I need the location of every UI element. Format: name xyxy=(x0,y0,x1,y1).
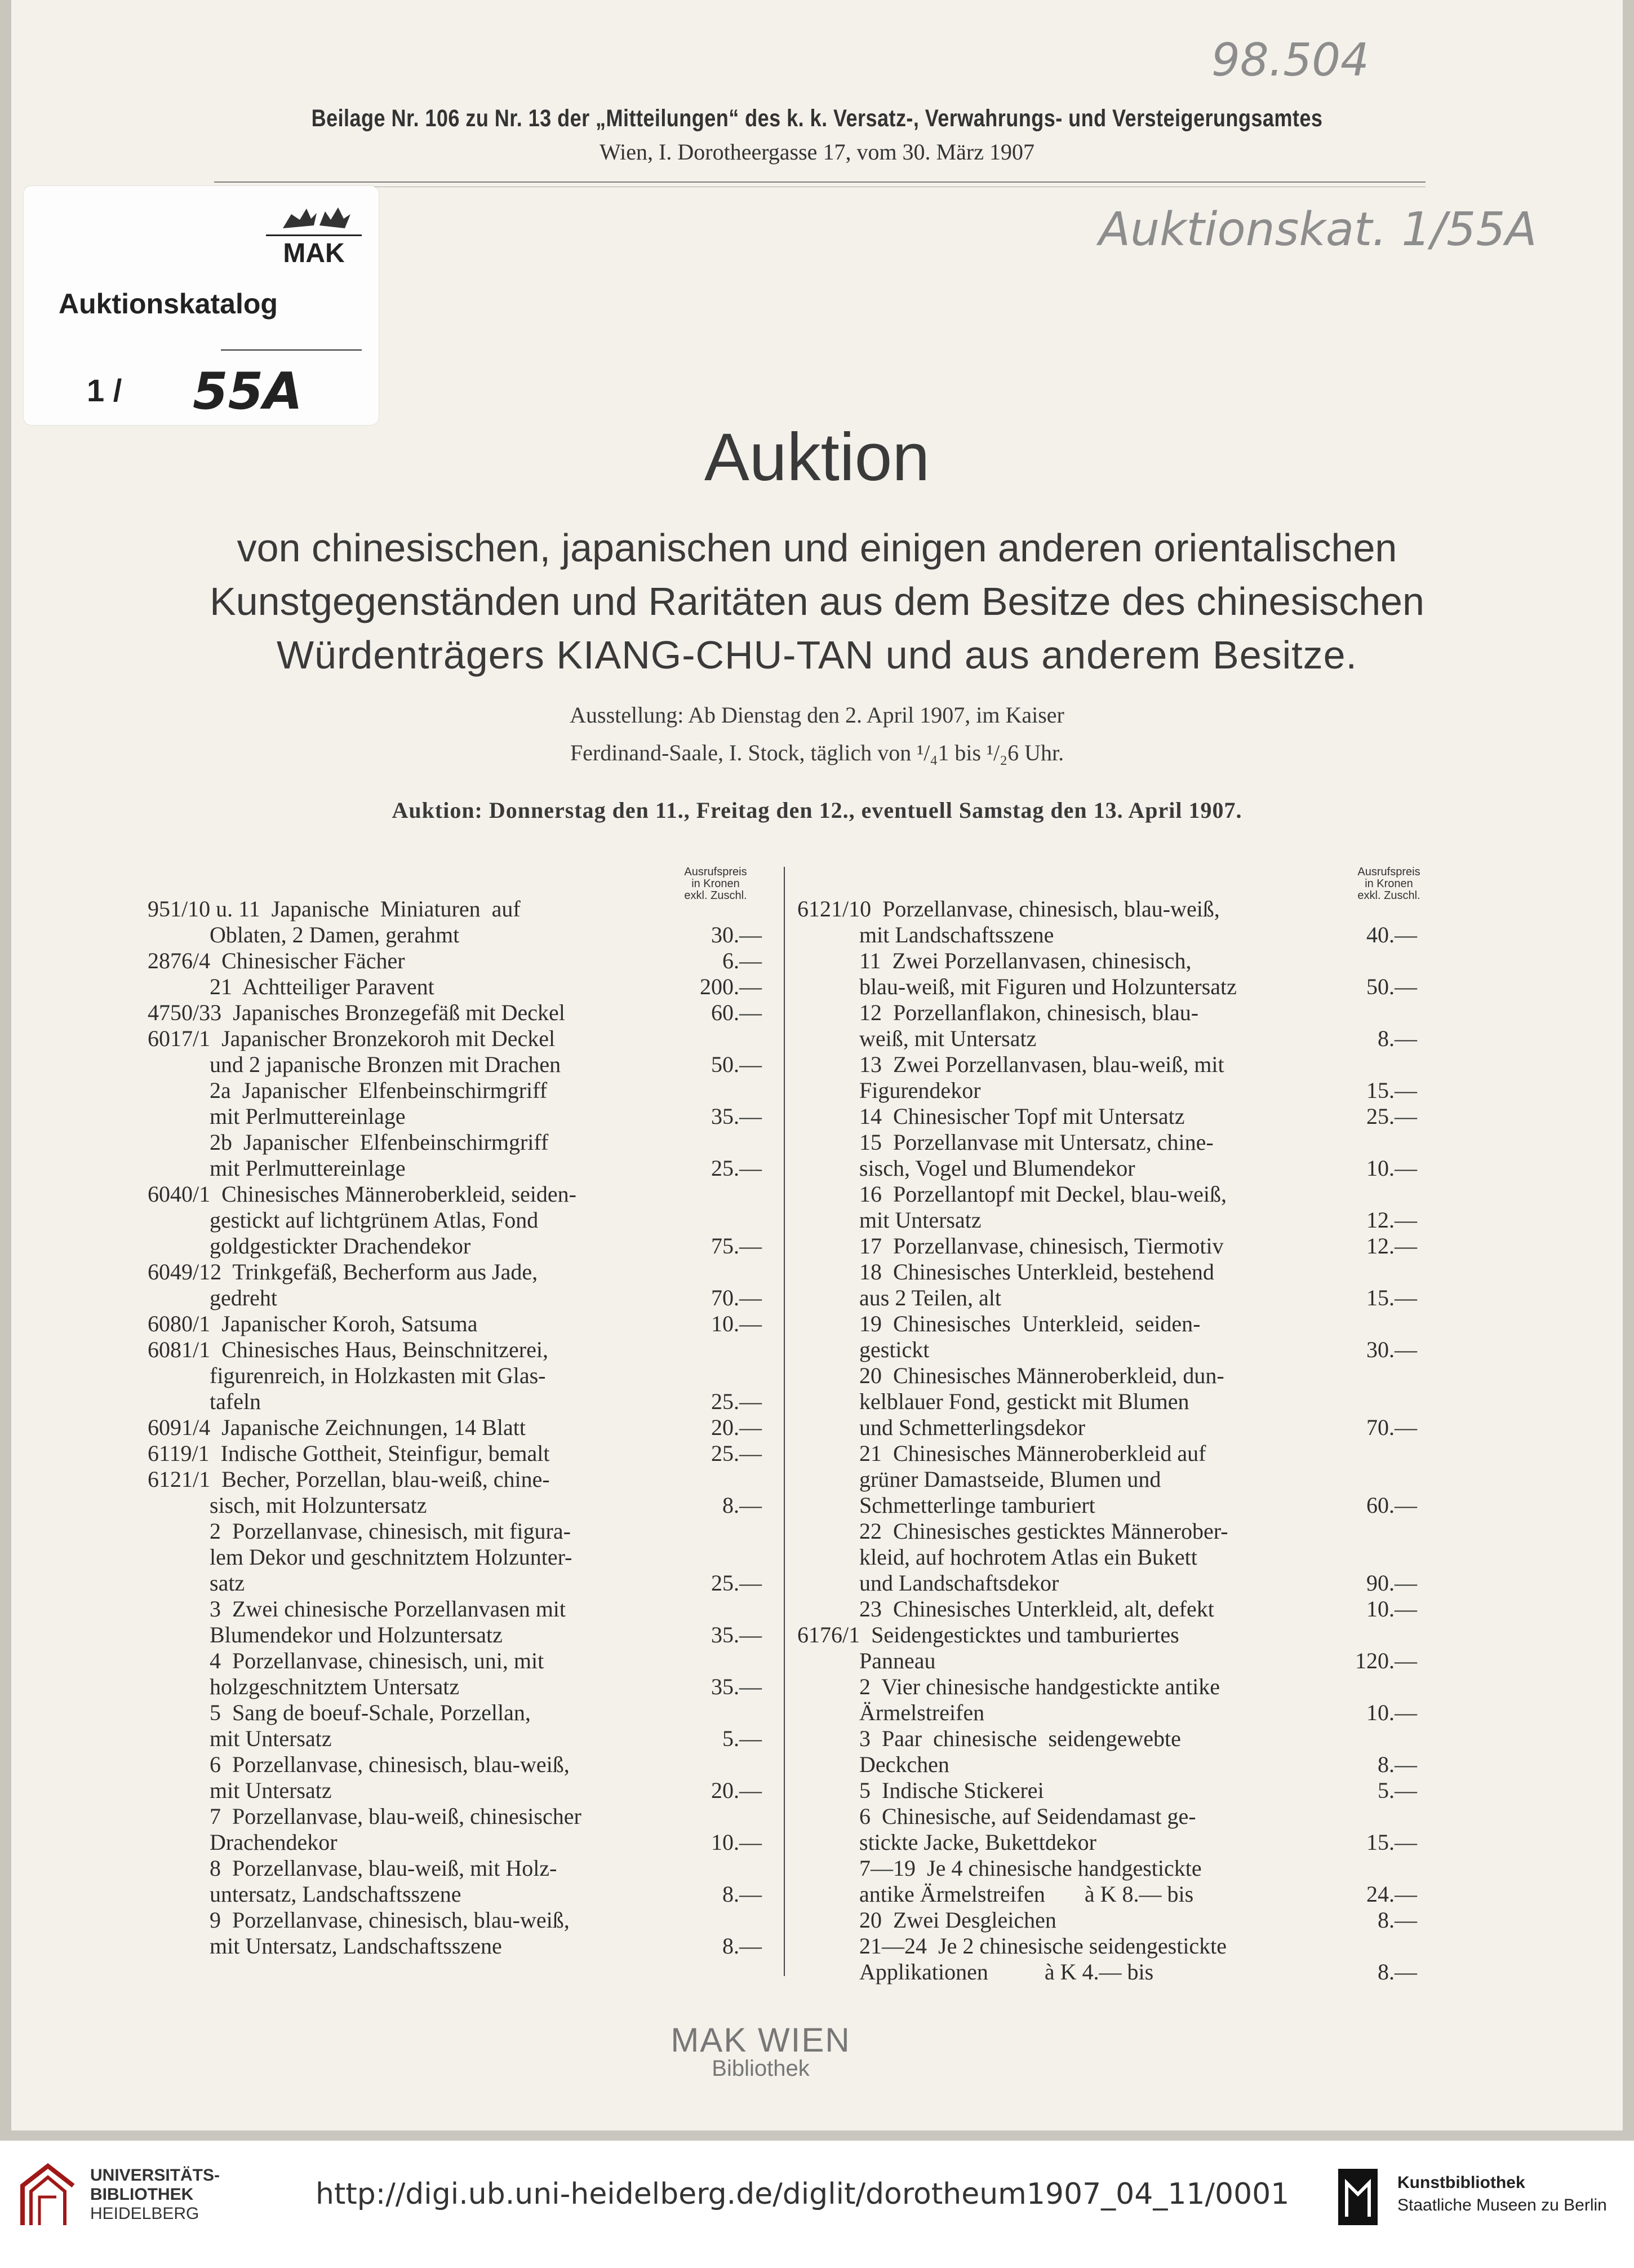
catalog-line xyxy=(797,1674,1417,1700)
page-title: Auktion xyxy=(704,419,930,495)
catalog-line xyxy=(148,1000,762,1026)
catalog-line xyxy=(797,1830,1417,1855)
catalog-line-price: 24.— xyxy=(1366,1881,1417,1907)
catalog-line xyxy=(797,1778,1417,1804)
price-header-line: in Kronen xyxy=(1365,878,1413,890)
catalog-line xyxy=(148,1311,762,1337)
catalog-line-text: 6121/10 Porzellanvase, chinesisch, blau-weiß, xyxy=(797,896,1220,922)
catalog-line xyxy=(797,1181,1417,1207)
catalog-line-text: 5 Indische Stickerei xyxy=(859,1778,1044,1803)
catalog-line-text: aus 2 Teilen, alt xyxy=(859,1285,1001,1310)
logo-text-line: Kunstbibliothek xyxy=(1397,2173,1525,2192)
catalog-line-text: untersatz, Landschaftsszene xyxy=(210,1881,461,1907)
catalog-line-text: holzgeschnitztem Untersatz xyxy=(210,1674,460,1699)
catalog-line-price: 8.— xyxy=(1378,1907,1417,1933)
price-header-line: exkl. Zuschl. xyxy=(1357,889,1420,902)
catalog-line-price: 120.— xyxy=(1355,1648,1417,1673)
catalog-line xyxy=(148,1881,762,1907)
catalog-line xyxy=(148,1596,762,1622)
catalog-line-text: 22 Chinesisches gesticktes Männerober- xyxy=(859,1518,1228,1544)
catalog-line-price: 70.— xyxy=(711,1285,762,1310)
catalog-line xyxy=(797,1000,1417,1026)
catalog-line-price: 60.— xyxy=(1366,1492,1417,1518)
catalog-line-price: 10.— xyxy=(1366,1155,1417,1181)
logo-rule xyxy=(266,234,362,236)
catalog-line xyxy=(797,1570,1417,1596)
catalog-line-price: 90.— xyxy=(1366,1570,1417,1596)
catalog-line xyxy=(797,1363,1417,1389)
catalog-line-text: 6176/1 Seidengesticktes und tamburiertes xyxy=(797,1622,1179,1647)
exhibition-line-1: Ausstellung: Ab Dienstag den 2. April 1907, im Kaiser xyxy=(570,702,1064,728)
catalog-line-text: 6017/1 Japanischer Bronzekoroh mit Deckel xyxy=(148,1026,556,1051)
catalog-line xyxy=(148,1518,762,1544)
kunstbibliothek-name xyxy=(1397,2172,1607,2217)
catalog-line xyxy=(797,1959,1417,1985)
catalog-line xyxy=(797,1804,1417,1830)
catalog-line-text: 6091/4 Japanische Zeichnungen, 14 Blatt xyxy=(148,1415,526,1440)
library-stamp-line-2: Bibliothek xyxy=(712,2056,810,2081)
catalog-line-price: 8.— xyxy=(1378,1959,1417,1985)
source-url-link[interactable]: http://digi.ub.uni-heidelberg.de/diglit/dorotheum1907_04_11/0001 xyxy=(316,2177,1290,2211)
catalog-line-text: 951/10 u. 11 Japanische Miniaturen auf xyxy=(148,896,521,922)
catalog-line-text: Schmetterlinge tamburiert xyxy=(859,1492,1095,1518)
catalog-line-text: 11 Zwei Porzellanvasen, chinesisch, xyxy=(859,948,1192,973)
catalog-line-text: 21—24 Je 2 chinesische seidengestickte xyxy=(859,1933,1227,1959)
catalog-line xyxy=(797,1129,1417,1155)
catalog-line-text: 7—19 Je 4 chinesische handgestickte xyxy=(859,1855,1202,1881)
catalog-line-text: 6119/1 Indische Gottheit, Steinfigur, bemalt xyxy=(148,1441,550,1466)
catalog-line-text: 6040/1 Chinesisches Männeroberkleid, seiden- xyxy=(148,1181,576,1207)
catalog-line-price: 8.— xyxy=(722,1881,762,1907)
catalog-line xyxy=(148,1855,762,1881)
catalog-line xyxy=(797,1311,1417,1337)
catalog-line xyxy=(148,1778,762,1804)
library-stamp-line-1: MAK WIEN xyxy=(671,2021,851,2059)
catalog-line-text: 6049/12 Trinkgefäß, Becherform aus Jade, xyxy=(148,1259,538,1284)
catalog-line-text: satz xyxy=(210,1570,245,1596)
catalog-line-text: stickte Jacke, Bukettdekor xyxy=(859,1830,1096,1855)
catalog-line xyxy=(148,922,762,948)
catalog-line-price: 15.— xyxy=(1366,1078,1417,1103)
logo-text-line: HEIDELBERG xyxy=(90,2204,199,2223)
catalog-line-text: 13 Zwei Porzellanvasen, blau-weiß, mit xyxy=(859,1052,1224,1077)
mak-catalog-stamp xyxy=(24,186,379,425)
catalog-line-text: Figurendekor xyxy=(859,1078,981,1103)
catalog-line-price: 60.— xyxy=(711,1000,762,1025)
catalog-line-text: kelblauer Fond, gestickt mit Blumen xyxy=(859,1389,1189,1414)
subtitle-line: Kunstgegenständen und Raritäten aus dem Besitze des chinesischen xyxy=(210,579,1424,623)
catalog-line-price: 35.— xyxy=(711,1104,762,1129)
catalog-line xyxy=(148,1622,762,1648)
catalog-line-price: 30.— xyxy=(711,922,762,947)
catalog-line xyxy=(797,1155,1417,1181)
catalog-line xyxy=(148,1026,762,1052)
catalog-line-price: 25.— xyxy=(711,1155,762,1181)
catalog-line xyxy=(797,1700,1417,1726)
catalog-line-price: 20.— xyxy=(711,1415,762,1440)
catalog-line-text: sisch, mit Holzuntersatz xyxy=(210,1492,427,1518)
catalog-line-text: 5 Sang de boeuf-Schale, Porzellan, xyxy=(210,1700,531,1725)
stamp-label: Auktionskatalog xyxy=(59,288,278,320)
catalog-line-text: 14 Chinesischer Topf mit Untersatz xyxy=(859,1104,1185,1129)
catalog-line-text: 20 Zwei Desgleichen xyxy=(859,1907,1056,1933)
right-column-list xyxy=(797,896,1417,1985)
catalog-line-text: mit Untersatz, Landschaftsszene xyxy=(210,1933,502,1959)
catalog-line xyxy=(148,1830,762,1855)
catalog-line xyxy=(797,1207,1417,1233)
catalog-line-text: kleid, auf hochrotem Atlas ein Bukett xyxy=(859,1544,1197,1570)
catalog-line-text: 20 Chinesisches Männeroberkleid, dun- xyxy=(859,1363,1224,1388)
catalog-line-text: 6081/1 Chinesisches Haus, Beinschnitzerei, xyxy=(148,1337,548,1362)
catalog-line-price: 50.— xyxy=(711,1052,762,1077)
catalog-line xyxy=(797,1078,1417,1104)
price-header-line: Ausrufspreis xyxy=(1357,866,1420,878)
catalog-line xyxy=(797,1881,1417,1907)
catalog-line-price: 12.— xyxy=(1366,1207,1417,1233)
catalog-line-text: Applikationen à K 4.— bis xyxy=(859,1959,1154,1985)
university-library-logo-icon xyxy=(17,2163,79,2231)
catalog-line-text: mit Untersatz xyxy=(210,1726,332,1751)
catalog-line xyxy=(797,1544,1417,1570)
stamp-number-handwritten: 55A xyxy=(193,362,303,421)
price-header-line: in Kronen xyxy=(691,878,740,890)
catalog-line xyxy=(148,1155,762,1181)
catalog-line xyxy=(797,1233,1417,1259)
catalog-line-text: 2876/4 Chinesischer Fächer xyxy=(148,948,405,973)
catalog-line xyxy=(797,1259,1417,1285)
catalog-line xyxy=(148,1052,762,1078)
exhibition-line-2: Ferdinand-Saale, I. Stock, täglich von ¹/₄1 bis ¹/₂6 Uhr. xyxy=(570,740,1064,765)
subtitle-line: Würdenträgers KIANG-CHU-TAN und aus anderem Besitze. xyxy=(276,633,1358,677)
catalog-line-price: 25.— xyxy=(711,1570,762,1596)
catalog-line-text: 21 Chinesisches Männeroberkleid auf xyxy=(859,1441,1206,1466)
catalog-line xyxy=(148,1752,762,1778)
catalog-line xyxy=(797,1752,1417,1778)
catalog-line-text: gestickt xyxy=(859,1337,930,1362)
catalog-line-text: 7 Porzellanvase, blau-weiß, chinesischer xyxy=(210,1804,581,1829)
subtitle xyxy=(85,521,1549,682)
catalog-line-text: figurenreich, in Holzkasten mit Glas- xyxy=(210,1363,546,1388)
left-column-list xyxy=(148,896,762,1959)
catalog-line-text: sisch, Vogel und Blumendekor xyxy=(859,1155,1135,1181)
catalog-line-text: 2 Vier chinesische handgestickte antike xyxy=(859,1674,1220,1699)
catalog-line xyxy=(797,1596,1417,1622)
catalog-line-text: mit Perlmuttereinlage xyxy=(210,1155,406,1181)
catalog-line xyxy=(148,1285,762,1311)
catalog-line-text: 2 Porzellanvase, chinesisch, mit figura- xyxy=(210,1518,571,1544)
catalog-line xyxy=(148,1700,762,1726)
catalog-line-text: 16 Porzellantopf mit Deckel, blau-weiß, xyxy=(859,1181,1227,1207)
stamp-rule xyxy=(221,349,362,351)
catalog-line-price: 5.— xyxy=(1378,1778,1417,1803)
catalog-line-price: 10.— xyxy=(1366,1596,1417,1622)
catalog-line-price: 25.— xyxy=(711,1389,762,1414)
catalog-line xyxy=(797,1855,1417,1881)
price-header-line: Ausrufspreis xyxy=(684,866,747,878)
catalog-line xyxy=(797,948,1417,974)
catalog-line-text: und 2 japanische Bronzen mit Drachen xyxy=(210,1052,561,1077)
logo-text-line: UNIVERSITÄTS- xyxy=(90,2166,220,2185)
catalog-line xyxy=(148,1207,762,1233)
catalog-line xyxy=(797,896,1417,922)
catalog-line-price: 6.— xyxy=(722,948,762,973)
catalog-line-price: 15.— xyxy=(1366,1830,1417,1855)
catalog-line-text: mit Landschaftsszene xyxy=(859,922,1054,947)
catalog-line-text: 9 Porzellanvase, chinesisch, blau-weiß, xyxy=(210,1907,570,1933)
catalog-line-text: 23 Chinesisches Unterkleid, alt, defekt xyxy=(859,1596,1214,1622)
catalog-line-price: 10.— xyxy=(711,1830,762,1855)
catalog-line-text: Oblaten, 2 Damen, gerahmt xyxy=(210,922,460,947)
catalog-line-text: 6 Chinesische, auf Seidendamast ge- xyxy=(859,1804,1196,1829)
catalog-line xyxy=(797,1441,1417,1467)
catalog-line xyxy=(148,896,762,922)
catalog-line xyxy=(148,948,762,974)
catalog-line-text: goldgestickter Drachendekor xyxy=(210,1233,471,1259)
catalog-line xyxy=(797,974,1417,1000)
mak-logo-text: MAK xyxy=(283,238,345,268)
catalog-line xyxy=(797,1415,1417,1441)
catalog-line xyxy=(797,922,1417,948)
catalog-line xyxy=(148,1337,762,1363)
catalog-line-text: 2b Japanischer Elfenbeinschirmgriff xyxy=(210,1129,549,1155)
catalog-line-price: 12.— xyxy=(1366,1233,1417,1259)
catalog-line xyxy=(148,1492,762,1518)
catalog-line-text: mit Untersatz xyxy=(859,1207,982,1233)
catalog-line-price: 8.— xyxy=(1378,1752,1417,1777)
catalog-line xyxy=(797,1389,1417,1415)
catalog-line xyxy=(148,1648,762,1674)
catalog-line xyxy=(797,1104,1417,1129)
catalog-line-text: antike Ärmelstreifen à K 8.— bis xyxy=(859,1881,1194,1907)
catalog-line-text: gestickt auf lichtgrünem Atlas, Fond xyxy=(210,1207,539,1233)
catalog-line xyxy=(148,1726,762,1752)
catalog-line xyxy=(148,1933,762,1959)
catalog-line-text: 8 Porzellanvase, blau-weiß, mit Holz- xyxy=(210,1855,557,1881)
catalog-line-price: 40.— xyxy=(1366,922,1417,947)
catalog-line-text: 21 Achtteiliger Paravent xyxy=(210,974,434,999)
catalog-line-price: 8.— xyxy=(1378,1026,1417,1051)
library-stamp xyxy=(642,2021,879,2081)
catalog-line xyxy=(797,1026,1417,1052)
catalog-line xyxy=(148,1804,762,1830)
catalog-line xyxy=(148,1233,762,1259)
catalog-line-price: 70.— xyxy=(1366,1415,1417,1440)
catalog-line-price: 10.— xyxy=(711,1311,762,1336)
header-line-2: Wien, I. Dorotheergasse 17, vom 30. März 1907 xyxy=(600,139,1034,165)
catalog-line xyxy=(797,1337,1417,1363)
catalog-line-price: 25.— xyxy=(1366,1104,1417,1129)
catalog-line-price: 8.— xyxy=(722,1492,762,1518)
subtitle-line: von chinesischen, japanischen und einigen anderen orientalischen xyxy=(237,526,1397,570)
catalog-line-text: lem Dekor und geschnitztem Holzunter- xyxy=(210,1544,572,1570)
catalog-line-text: 2a Japanischer Elfenbeinschirmgriff xyxy=(210,1078,548,1103)
catalog-line-text: Panneau xyxy=(859,1648,936,1673)
catalog-line xyxy=(797,1052,1417,1078)
catalog-line-text: 3 Zwei chinesische Porzellanvasen mit xyxy=(210,1596,566,1622)
catalog-line-price: 5.— xyxy=(722,1726,762,1751)
catalog-line xyxy=(797,1518,1417,1544)
catalog-line xyxy=(148,1467,762,1492)
kunstbibliothek-logo-icon xyxy=(1335,2166,1380,2228)
catalog-line-price: 15.— xyxy=(1366,1285,1417,1310)
catalog-line-text: 4 Porzellanvase, chinesisch, uni, mit xyxy=(210,1648,544,1673)
catalog-line-price: 75.— xyxy=(711,1233,762,1259)
catalog-line xyxy=(797,1907,1417,1933)
university-library-name xyxy=(90,2166,220,2223)
catalog-line xyxy=(148,1907,762,1933)
catalog-line-price: 35.— xyxy=(711,1622,762,1647)
catalog-line-text: Blumendekor und Holzuntersatz xyxy=(210,1622,503,1647)
catalog-line xyxy=(148,1544,762,1570)
catalog-line-text: grüner Damastseide, Blumen und xyxy=(859,1467,1161,1492)
catalog-line-price: 20.— xyxy=(711,1778,762,1803)
catalog-line-text: 6080/1 Japanischer Koroh, Satsuma xyxy=(148,1311,478,1336)
catalog-line-text: 19 Chinesisches Unterkleid, seiden- xyxy=(859,1311,1201,1336)
catalog-line-text: 12 Porzellanflakon, chinesisch, blau- xyxy=(859,1000,1199,1025)
catalog-line-price: 35.— xyxy=(711,1674,762,1699)
catalog-line xyxy=(797,1285,1417,1311)
auction-dates: Auktion: Donnerstag den 11., Freitag den 12., eventuell Samstag den 13. April 1907. xyxy=(392,798,1242,823)
logo-text-line: Staatliche Museen zu Berlin xyxy=(1397,2196,1607,2214)
digitization-footer xyxy=(0,2141,1634,2268)
catalog-line xyxy=(148,1389,762,1415)
handwritten-inventory-number: 98.504 xyxy=(1211,34,1369,86)
catalog-line xyxy=(148,1078,762,1104)
column-divider xyxy=(784,867,785,1976)
catalog-line-text: mit Perlmuttereinlage xyxy=(210,1104,406,1129)
catalog-line xyxy=(797,1622,1417,1648)
catalog-line-price: 30.— xyxy=(1366,1337,1417,1362)
catalog-line-text: weiß, mit Untersatz xyxy=(859,1026,1037,1051)
catalog-line xyxy=(148,1129,762,1155)
catalog-line xyxy=(797,1726,1417,1752)
catalog-line-text: und Landschaftsdekor xyxy=(859,1570,1059,1596)
catalog-line-text: Drachendekor xyxy=(210,1830,338,1855)
catalog-line xyxy=(148,1363,762,1389)
header-rule xyxy=(214,181,1426,183)
catalog-line-price: 8.— xyxy=(722,1933,762,1959)
catalog-line-text: gedreht xyxy=(210,1285,277,1310)
catalog-line-text: 6121/1 Becher, Porzellan, blau-weiß, chine- xyxy=(148,1467,550,1492)
catalog-line-price: 50.— xyxy=(1366,974,1417,999)
catalog-line-price: 200.— xyxy=(700,974,762,999)
catalog-line-text: 15 Porzellanvase mit Untersatz, chine- xyxy=(859,1129,1214,1155)
catalog-line-text: und Schmetterlingsdekor xyxy=(859,1415,1086,1440)
catalog-line-price: 10.— xyxy=(1366,1700,1417,1725)
catalog-line xyxy=(148,1104,762,1129)
stamp-number-printed: 1 / xyxy=(87,373,122,408)
catalog-line xyxy=(148,1415,762,1441)
catalog-line-text: tafeln xyxy=(210,1389,261,1414)
logo-text-line: BIBLIOTHEK xyxy=(90,2185,194,2204)
catalog-line-text: Deckchen xyxy=(859,1752,949,1777)
catalog-line-text: 6 Porzellanvase, chinesisch, blau-weiß, xyxy=(210,1752,570,1777)
catalog-line-price: 25.— xyxy=(711,1441,762,1466)
catalog-line xyxy=(148,974,762,1000)
catalog-line-text: 3 Paar chinesische seidengewebte xyxy=(859,1726,1181,1751)
catalog-line xyxy=(797,1933,1417,1959)
catalog-line xyxy=(148,1570,762,1596)
catalog-line xyxy=(797,1648,1417,1674)
catalog-line xyxy=(148,1181,762,1207)
catalog-line xyxy=(148,1441,762,1467)
handwritten-catalog-reference: Auktionskat. 1/55A xyxy=(1099,203,1537,256)
catalog-line-text: 4750/33 Japanisches Bronzegefäß mit Deckel xyxy=(148,1000,565,1025)
catalog-line xyxy=(148,1259,762,1285)
catalog-line xyxy=(797,1492,1417,1518)
catalog-line-text: mit Untersatz xyxy=(210,1778,332,1803)
catalog-line-text: 17 Porzellanvase, chinesisch, Tiermotiv xyxy=(859,1233,1224,1259)
catalog-line-text: 18 Chinesisches Unterkleid, bestehend xyxy=(859,1259,1214,1284)
header-line-1: Beilage Nr. 106 zu Nr. 13 der „Mitteilungen“ des k. k. Versatz-, Verwahrungs- und Versteigerungsamtes xyxy=(311,105,1323,132)
catalog-line-text: blau-weiß, mit Figuren und Holzuntersatz xyxy=(859,974,1237,999)
griffin-logo-icon xyxy=(277,203,356,234)
catalog-line xyxy=(148,1674,762,1700)
price-header-line: exkl. Zuschl. xyxy=(684,889,747,902)
catalog-line xyxy=(797,1467,1417,1492)
catalog-line-text: Ärmelstreifen xyxy=(859,1700,985,1725)
